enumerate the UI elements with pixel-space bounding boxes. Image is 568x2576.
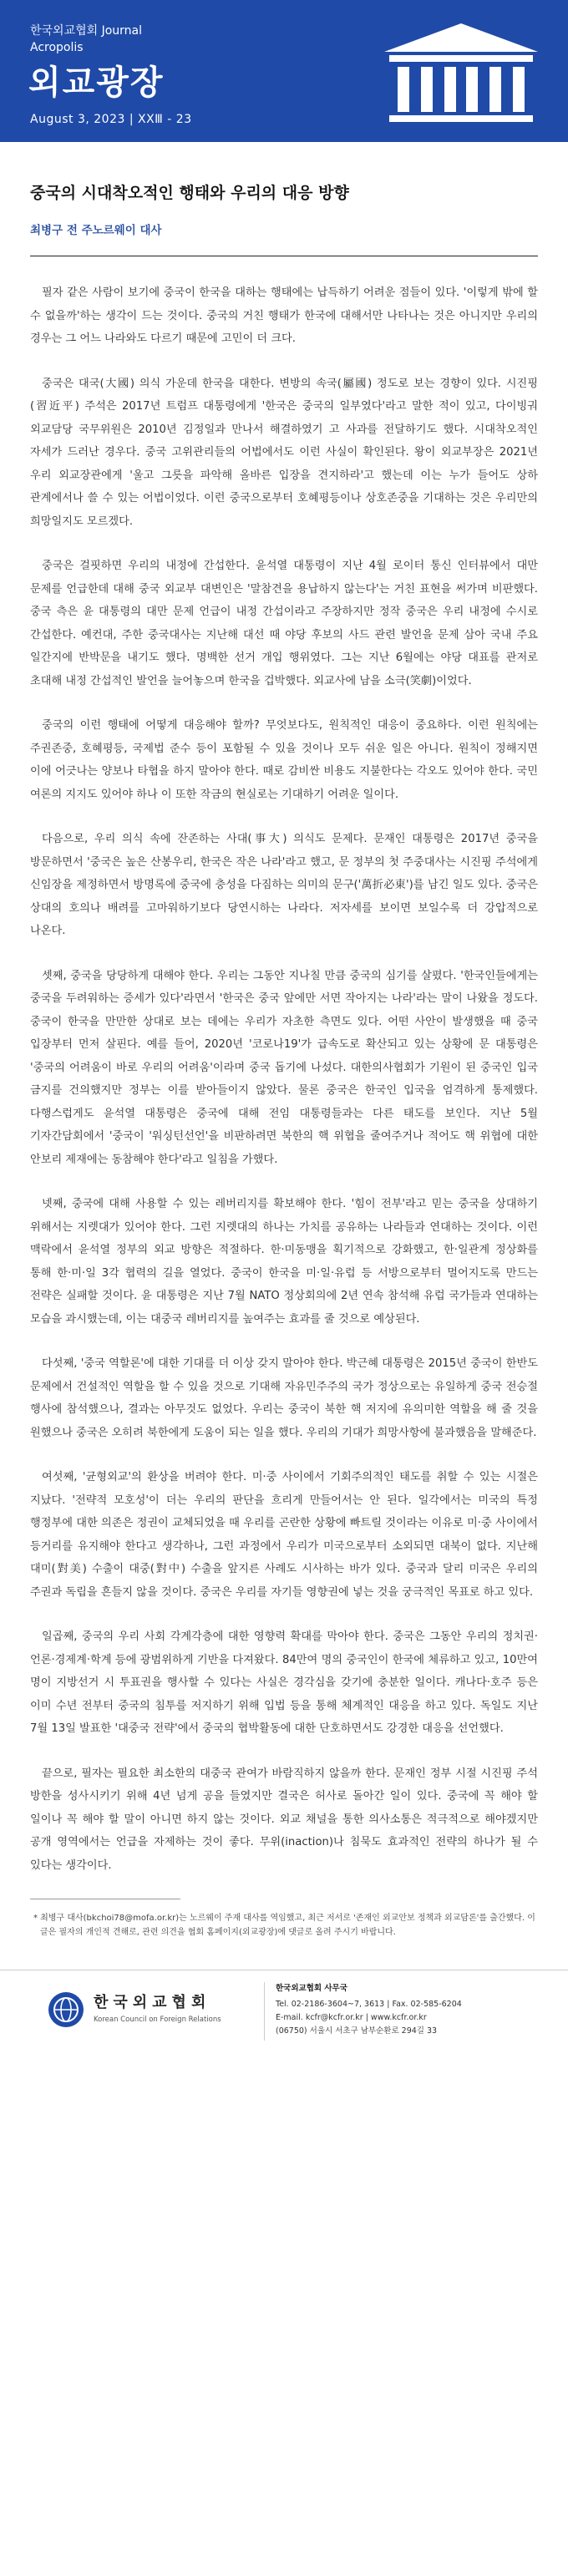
paragraph-2: 중국은 대국(大國) 의식 가운데 한국을 대한다. 변방의 속국(屬國) 정도로 보는 경향이 있다. 시진핑(習近平) 주석은 2017년 트럼프 대통령에게 '한국은 중국의 일부였다'라고 말한 적이 있고, 다이빙궈 외교담당 국무위원은 2010년 김정일과 만나서 해결하였기 고 사과를 전달하기도 했다. 시대착오적인 자세가 드러난 경우다. 중국 고위관리들의 어법에서도 이런 사실이 확인된다. 왕이 외교부장은 2021년 우리 외교장관에게 '울고 그릇을 파악해 올바른 입장을 견지하라'고 했는데 이는 누가 들어도 상하 관계에서나 쓸 수 있는 어법이었다. 이런 중국으로부터 호혜평등이나 상호존중을 기대하는 것은 우리만의 희망일지도 모르겠다. [30, 377, 538, 528]
journal-header [0, 0, 568, 142]
paragraph-8: 다섯째, '중국 역할론'에 대한 기대를 더 이상 갖지 말아야 한다. 박근혜 대통령은 2015년 중국이 한반도 문제에서 건설적인 역할을 할 수 있을 것으로 기대해 자유민주주의 국가 정상으로는 유일하게 중국 전승절 행사에 참석했으나, 결과는 아무것도 없었다. 우리는 중국이 북한 핵 저지에 유의미한 역할을 해 줄 것을 원했으나 중국은 오히려 북한에게 도움이 되는 일을 했다. 우리의 기대가 희망사항에 불과했음을 말해준다. [30, 1357, 538, 1439]
header-org: 한국외교협회 Journal [30, 24, 143, 38]
footer-org-english: Korean Council on Foreign Relations [94, 2016, 221, 2024]
footer-tel: Tel. 02-2186-3604~7, 3613 | Fax. 02-585-6204 [276, 2000, 462, 2009]
kcfr-emblem-icon [47, 1990, 85, 2029]
paragraph-11: 끝으로, 필자는 필요한 최소한의 대중국 관여가 바람직하지 않을까 한다. 문재인 정부 시절 시진핑 주석 방한을 성사시키기 위해 4년 넘게 공을 들였지만 결국은 허사로 돌아간 일이 있다. 중국에 꼭 해야 할 일이나 꼭 해야 할 말이 아니면 하지 않는 것이다. 외교 채널을 통한 의사소통은 적극적으로 해야겠지만 공개 영역에서는 언급을 자제하는 것이 좋다. 무위(inaction)나 침묵도 효과적인 전략의 하나가 될 수 있다는 생각이다. [30, 1767, 538, 1872]
footer-contact [276, 1982, 462, 2038]
article-body [30, 281, 538, 1877]
paragraph-4: 중국의 이런 행태에 어떻게 대응해야 할까? 무엇보다도, 원칙적인 대응이 중요하다. 이런 원칙에는 주권존중, 호혜평등, 국제법 준수 등이 포함될 수 있을 것이나 모두 쉬운 일은 아니다. 원칙이 정해지면 이에 어긋나는 양보나 타협을 하지 말아야 한다. 때로 감비싼 비용도 지불한다는 각오도 있어야 한다. 국민 여론의 지지도 있어야 하나 이 또한 작금의 현실로는 기대하기 어려운 일이다. [30, 719, 538, 801]
paragraph-7: 넷째, 중국에 대해 사용할 수 있는 레버리지를 확보해야 한다. '힘이 전부'라고 믿는 중국을 상대하기 위해서는 지렛대가 있어야 한다. 그런 지렛대의 하나는 가치를 공유하는 나라들과 연대하는 것이다. 이런 맥락에서 윤석열 정부의 외교 방향은 적절하다. 한·미동맹을 획기적으로 강화했고, 한·일관계 정상화를 통해 한·미·일 3각 협력의 길을 열었다. 중국이 한국을 미·일·유럽 등 서방으로부터 멀어지도록 만드는 전략은 실패할 것이다. 윤 대통령은 지난 7월 NATO 정상회의에 2년 연속 참석해 유럽 국가들과 연대하는 모습을 과시했는데, 이는 대중국 레버리지를 높여주는 효과를 줄 것으로 예상된다. [30, 1198, 538, 1326]
paragraph-3: 중국은 걸핏하면 우리의 내정에 간섭한다. 윤석열 대통령이 지난 4월 로이터 통신 인터뷰에서 대만 문제를 언급한데 대해 중국 외교부 대변인은 '말참견을 용납하지 않는다'는 거친 표현을 써가며 비판했다. 중국 측은 윤 대통령의 대만 문제 언급이 내정 간섭이라고 주장하지만 정작 중국은 우리 내정에 수시로 간섭한다. 예컨대, 주한 중국대사는 지난해 대선 때 야당 후보의 사드 관련 발언을 문제 삼아 국내 주요 일간지에 반박문을 내기도 했다. 명백한 선거 개입 행위였다. 그는 지난 6월에는 야당 대표를 관저로 초대해 내정 간섭적인 발언을 늘어놓으며 한국을 겁박했다. 외교사에 남을 소극(笑劇)이었다. [30, 560, 538, 687]
footer-address: (06750) 서울시 서초구 남부순환로 294길 33 [276, 2026, 438, 2036]
header-title: 외교광장 [28, 63, 165, 102]
paragraph-5: 다음으로, 우리 의식 속에 잔존하는 사대(事大) 의식도 문제다. 문재인 대통령은 2017년 중국을 방문하면서 '중국은 높은 산봉우리, 한국은 작은 나라'라고 했고, 문 정부의 첫 주중대사는 시진핑 주석에게 신임장을 제정하면서 방명록에 중국에 충성을 다짐하는 의미의 문구('萬折必東')를 남긴 일도 있다. 중국은 상대의 호의나 배려를 고마워하기보다 당연시하는 나라다. 저자세를 보이면 보일수록 더 강압적으로 나온다. [30, 833, 538, 937]
article-author: 최병구 전 주노르웨이 대사 [30, 224, 162, 237]
header-subtitle: Acropolis [30, 41, 84, 54]
article [0, 182, 568, 1940]
paragraph-9: 여섯째, '균형외교'의 환상을 버려야 한다. 미·중 사이에서 기회주의적인 태도를 취할 수 있는 시절은 지났다. '전략적 모호성'이 더는 우리의 판단을 흐리게 만들어서는 안 된다. 일각에서는 미국의 특정 행정부에 대한 의존은 정권이 교체되었을 때 우리를 곤란한 상황에 빠트릴 것이라는 이유로 미·중 사이에서 등거리를 유지해야 한다고 생각하나, 그런 과정에서 우리가 미국으로부터 소외되면 대북이 없다. 지난해 대미(對美) 수출이 대중(對中) 수출을 앞지른 사례도 시사하는 바가 있다. 중국과 달리 미국은 우리의 주권과 독립을 흔들지 않을 것이다. 중국은 우리를 자기들 영향권에 넣는 것을 궁극적인 목표로 하고 있다. [30, 1471, 538, 1599]
footer-office: 한국외교협회 사무국 [276, 1984, 347, 1993]
footer-org-name: 한국외교협회 [94, 1994, 211, 2011]
journal-footer [0, 1970, 568, 2051]
footer-email: E-mail. kcfr@kcfr.or.kr | www.kcfr.or.kr [276, 2013, 427, 2022]
paragraph-10: 일곱째, 중국의 우리 사회 각계각층에 대한 영향력 확대를 막아야 한다. 중국은 그동안 우리의 정치권·언론·경제계·학계 등에 광범위하게 기반을 다져왔다. 84만여 명의 중국인이 한국에 체류하고 있고, 10만여 명이 지방선거 시 투표권을 행사할 수 있다는 사실은 경각심을 갖기에 충분한 일이다. 캐나다·호주 등은 이미 수년 전부터 중국의 침투를 저지하기 위해 입법 등을 통해 체계적인 대응을 하고 있다. 독일도 지난 7월 13일 발표한 '대중국 전략'에서 중국의 협박활동에 대한 단호하면서도 강경한 대응을 선언했다. [30, 1630, 538, 1735]
header-date: August 3, 2023 | XⅩⅢ - 23 [30, 113, 192, 126]
temple-icon [378, 18, 545, 129]
author-footnote: * 최병구 대사(bkchoi78@mofa.or.kr)는 노르웨이 주재 대사를 역임했고, 최근 저서로 '존재인 외교안보 정책과 외교담론'를 출간했다. 이 글은 필자의 개인적 견해로, 관련 의견을 협회 홈페이지(외교광장)에 댓글로 올려 주시기 바랍니다. [33, 1914, 535, 1937]
article-title: 중국의 시대착오적인 행태와 우리의 대응 방향 [30, 184, 349, 202]
footer-vertical-divider [264, 1982, 265, 2041]
paragraph-6: 셋째, 중국을 당당하게 대해야 한다. 우리는 그동안 지나칠 만큼 중국의 심기를 살폈다. '한국인들에게는 중국을 두려워하는 증세가 있다'라면서 '한국은 중국 앞에만 서면 작아지는 나라'라는 말이 나왔을 정도다. 중국이 한국을 만만한 상대로 보는 데에는 우리가 자초한 측면도 있다. 어떤 사안이 발생했을 때 중국 입장부터 먼저 살핀다. 예를 들어, 2020년 '코로나19'가 급속도로 확산되고 있는 상황에 문 대통령은 '중국의 어려움이 바로 우리의 어려움'이라며 중국 돕기에 나섰다. 대한의사협회가 기원이 된 중국인 입국 금지를 건의했지만 정부는 이를 받아들이지 않았다. 물론 중국은 한국인 입국을 엄격하게 통제했다. 다행스럽게도 윤석열 대통령은 중국에 대해 전임 대통령들과는 다른 태도를 보인다. 지난 5월 기자간담회에서 '중국이 '워싱턴선언'을 비판하려면 북한의 핵 위협을 줄여주거나 적어도 핵 위협에 대한 안보리 제재에는 동참해야 한다'라고 일침을 가했다. [30, 969, 538, 1166]
paragraph-1: 필자 같은 사람이 보기에 중국이 한국을 대하는 행태에는 납득하기 어려운 점들이 있다. '이렇게 밖에 할 수 없을까'하는 생각이 드는 것이다. 중국의 거친 행태가 한국에 대해서만 나타나는 것은 아니지만 우리의 경우는 그 어느 나라와도 다르기 때문에 고민이 더 크다. [30, 287, 538, 345]
